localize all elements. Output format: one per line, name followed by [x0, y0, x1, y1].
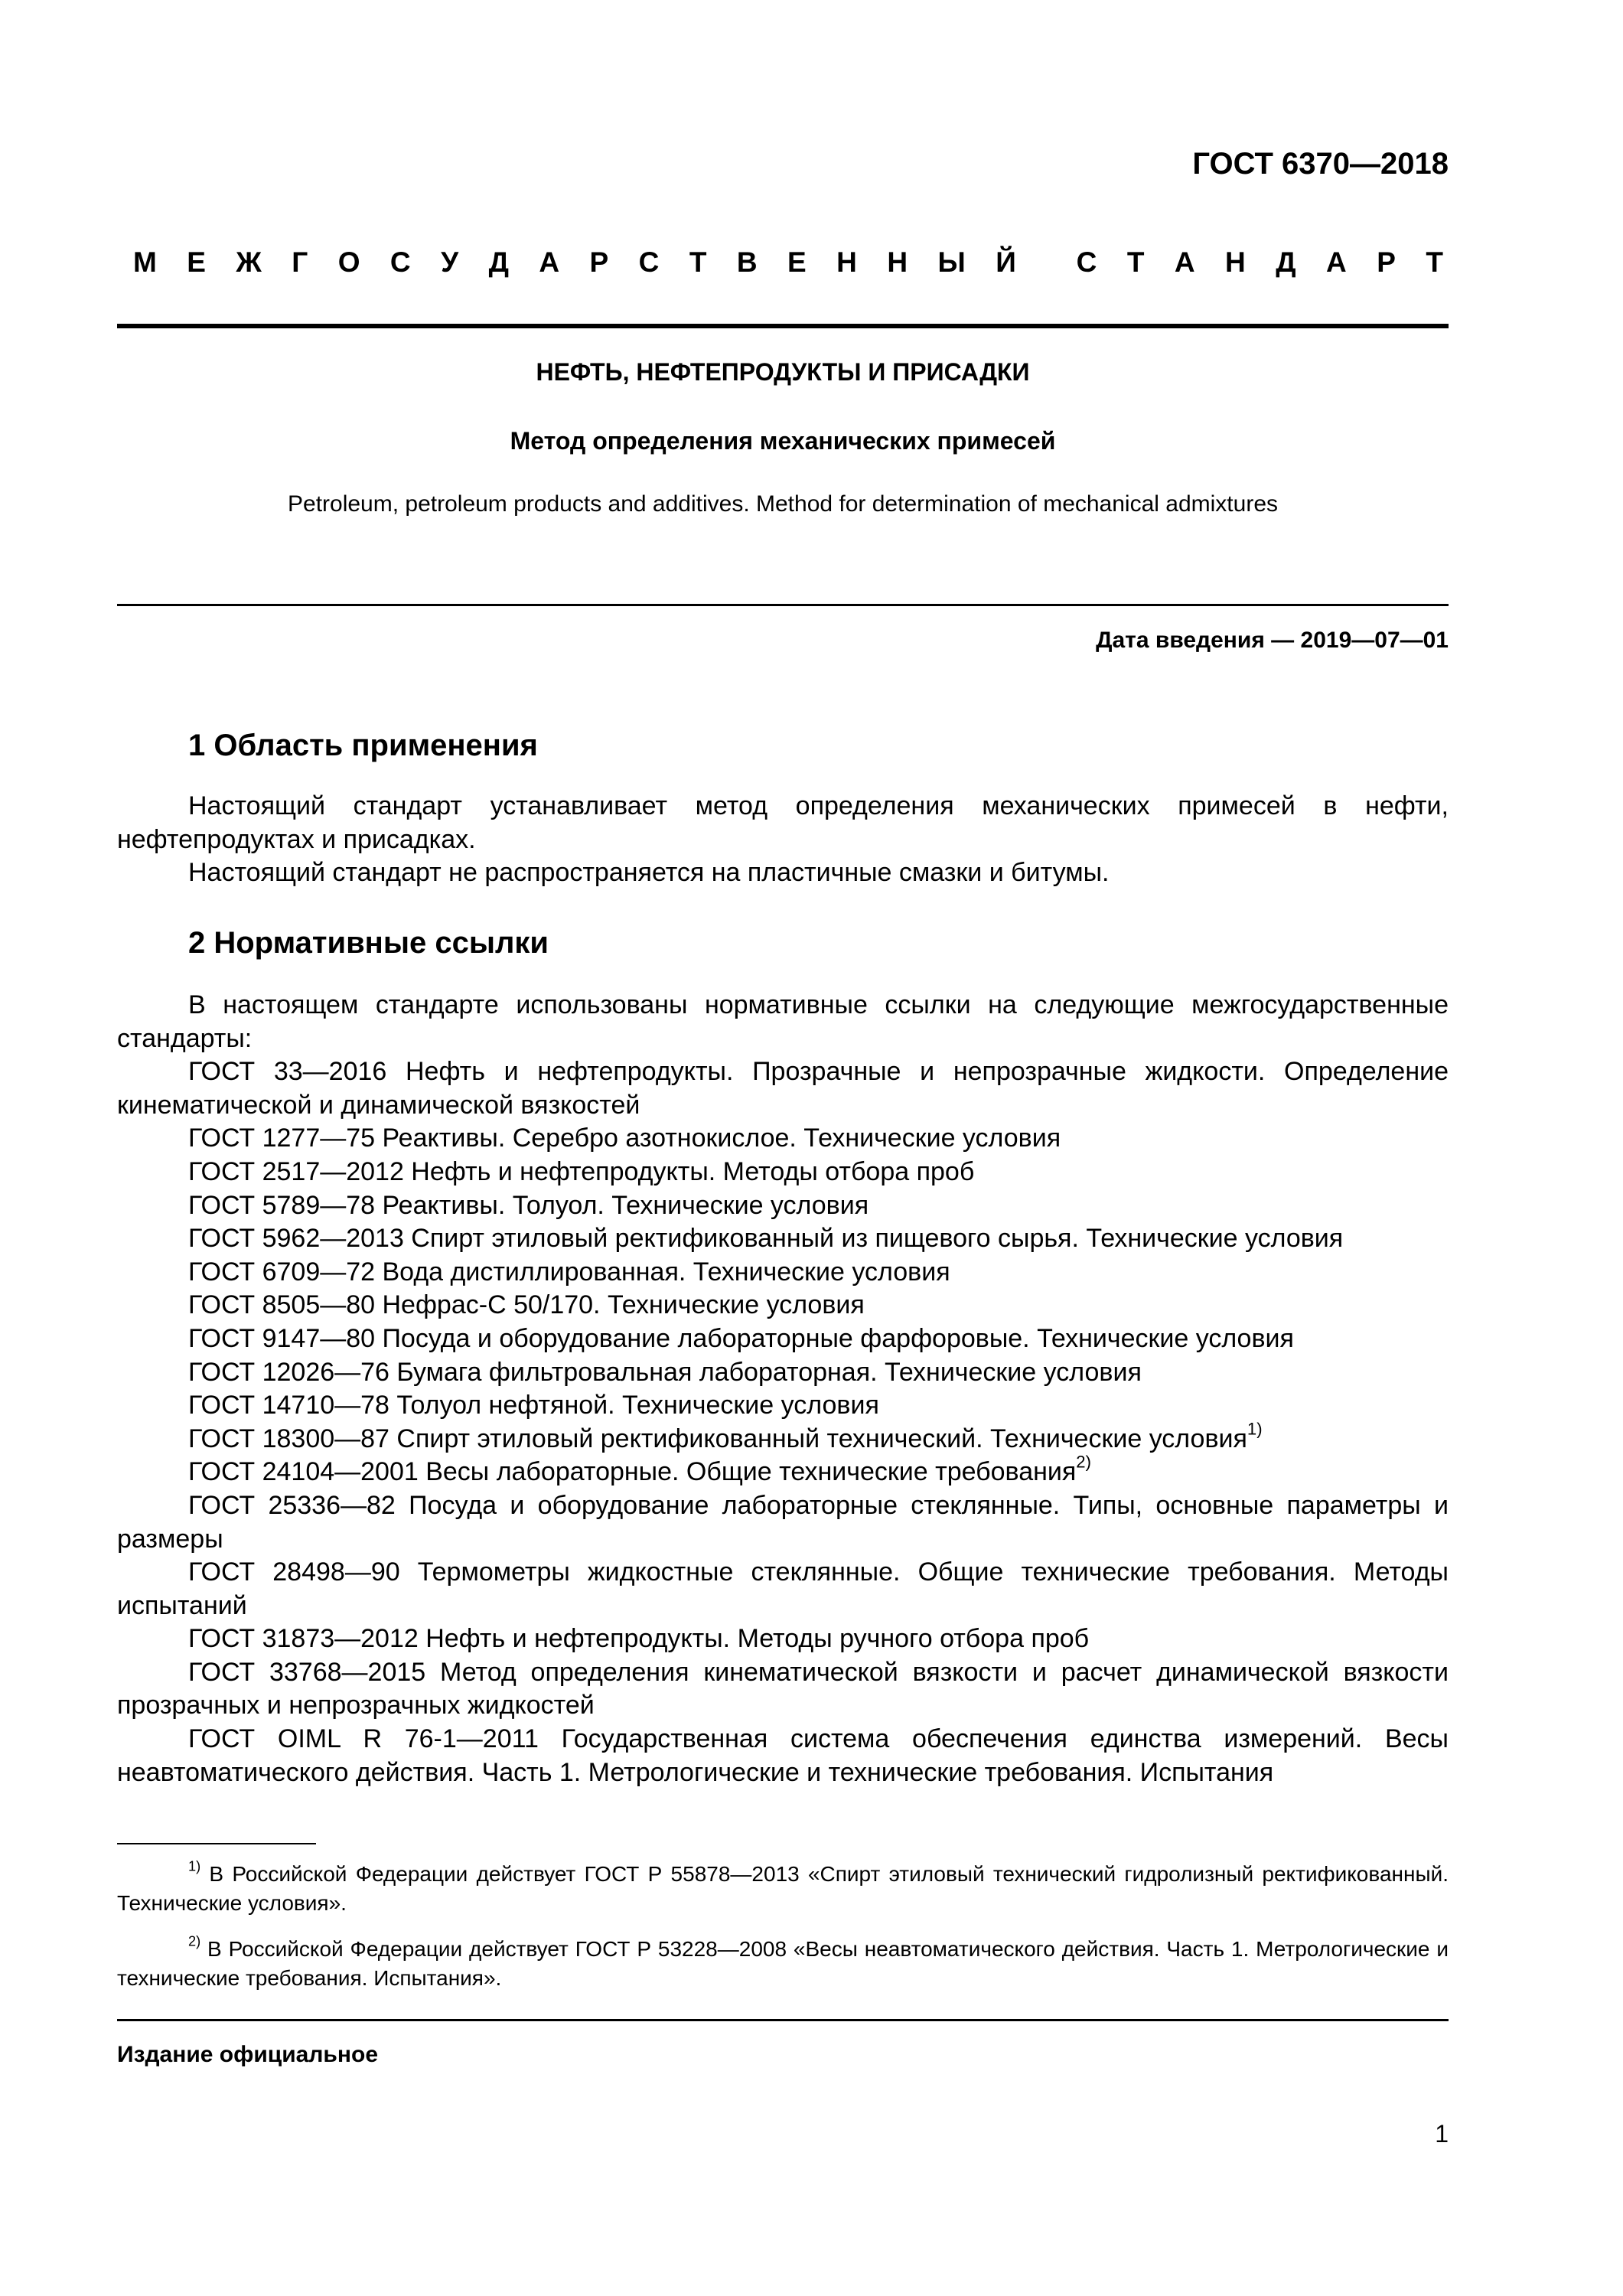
title-main: НЕФТЬ, НЕФТЕПРОДУКТЫ И ПРИСАДКИ: [536, 358, 1030, 386]
reference-item: ГОСТ 8505—80 Нефрас-С 50/170. Технические условия: [188, 1290, 865, 1320]
section-heading: 2 Нормативные ссылки: [188, 926, 549, 960]
banner-letter: Р: [589, 246, 609, 278]
banner-letter: Д: [1276, 246, 1296, 278]
title-rule: [117, 604, 1449, 606]
footnote: $^{1)}$ В Российской Федерации действует ГОСТ Р 55878—2013 «Спирт этиловый технический гидролизный ректификованный. Технические условия».: [117, 1858, 1449, 1915]
banner-letter: С: [389, 246, 411, 278]
banner-letter: А: [539, 246, 560, 278]
banner-letter: Г: [292, 246, 308, 278]
reference-item: ГОСТ 24104—2001 Весы лабораторные. Общие технические требования$^{2)}$: [188, 1452, 1091, 1487]
banner-letter: С: [1076, 246, 1097, 278]
footnote: $^{2)}$ В Российской Федерации действует ГОСТ Р 53228—2008 «Весы неавтоматического действия. Часть 1. Метрологические и технические требования. Испытания».: [117, 1933, 1449, 1990]
reference-item: ГОСТ 1277—75 Реактивы. Серебро азотнокислое. Технические условия: [188, 1124, 1061, 1153]
banner-letter: Н: [887, 246, 908, 278]
reference-item: ГОСТ 28498—90 Термометры жидкостные стеклянные. Общие технические требования. Методы испытаний: [117, 1557, 1449, 1620]
banner-letter: В: [736, 246, 758, 278]
banner-letter: Е: [187, 246, 206, 278]
banner-letter: А: [1326, 246, 1347, 278]
footnote-separator: [117, 1843, 316, 1844]
paragraph: Настоящий стандарт устанавливает метод определения механических примесей в нефти, нефтепродуктах и присадках.: [117, 791, 1449, 854]
reference-item: ГОСТ 14710—78 Толуол нефтяной. Технические условия: [188, 1391, 879, 1420]
reference-item: ГОСТ 25336—82 Посуда и оборудование лабораторные стеклянные. Типы, основные параметры и размеры: [117, 1490, 1449, 1554]
standard-type-banner: [133, 246, 1443, 279]
footnote-mark: 1): [188, 1858, 201, 1874]
bottom-rule: [117, 2019, 1449, 2021]
reference-item: ГОСТ 33768—2015 Метод определения кинематической вязкости и расчет динамической вязкости прозрачных и непрозрачных жидкостей: [117, 1657, 1449, 1720]
banner-letter: Д: [488, 246, 509, 278]
page-number: 1: [1435, 2120, 1449, 2148]
paragraph: Настоящий стандарт не распространяется на пластичные смазки и битумы.: [188, 858, 1110, 888]
edition-label: Издание официальное: [117, 2042, 379, 2067]
banner-letter: У: [441, 246, 459, 278]
footnote-mark: 2): [188, 1933, 201, 1949]
banner-letter: Т: [1426, 246, 1443, 278]
section-heading: 1 Область применения: [188, 729, 538, 762]
introduction-date: Дата введения — 2019—07—01: [1096, 628, 1449, 653]
banner-letter: Т: [689, 246, 707, 278]
reference-item: ГОСТ 6709—72 Вода дистиллированная. Технические условия: [188, 1257, 950, 1287]
reference-item: ГОСТ OIML R 76-1—2011 Государственная система обеспечения единства измерений. Весы неавтоматического действия. Часть 1. Метрологические и технические требования. Испытания: [117, 1724, 1449, 1787]
reference-item: ГОСТ 31873—2012 Нефть и нефтепродукты. Методы ручного отбора проб: [188, 1624, 1090, 1654]
banner-letter: Е: [787, 246, 807, 278]
title-english: Petroleum, petroleum products and additives. Method for determination of mechanical admixtures: [288, 491, 1278, 517]
reference-item: ГОСТ 12026—76 Бумага фильтровальная лабораторная. Технические условия: [188, 1357, 1142, 1387]
title-sub: Метод определения механических примесей: [510, 427, 1056, 455]
banner-letter: А: [1174, 246, 1195, 278]
reference-item: ГОСТ 9147—80 Посуда и оборудование лабораторные фарфоровые. Технические условия: [188, 1323, 1294, 1353]
banner-letter: Ж: [236, 246, 262, 278]
top-rule: [117, 324, 1449, 328]
footnote-ref[interactable]: 1): [1247, 1419, 1263, 1439]
reference-item: ГОСТ 2517—2012 Нефть и нефтепродукты. Методы отбора проб: [188, 1156, 975, 1186]
document-code: ГОСТ 6370—2018: [1192, 147, 1449, 181]
banner-letter: Н: [836, 246, 857, 278]
footnote-ref[interactable]: 2): [1076, 1452, 1091, 1472]
reference-item: ГОСТ 5789—78 Реактивы. Толуол. Технические условия: [188, 1190, 869, 1220]
references-list: [117, 989, 1449, 1789]
section-body: [117, 790, 1449, 890]
reference-item: ГОСТ 33—2016 Нефть и нефтепродукты. Прозрачные и непрозрачные жидкости. Определение кинематической и динамической вязкостей: [117, 1057, 1449, 1120]
banner-letter: Р: [1377, 246, 1396, 278]
banner-letter: Ы: [937, 246, 966, 278]
banner-letter: М: [133, 246, 157, 278]
banner-letter: Й: [996, 246, 1016, 278]
banner-letter: Н: [1225, 246, 1246, 278]
paragraph: В настоящем стандарте использованы нормативные ссылки на следующие межгосударственные стандарты:: [117, 990, 1449, 1053]
reference-item: ГОСТ 5962—2013 Спирт этиловый ректификованный из пищевого сырья. Технические условия: [188, 1224, 1344, 1254]
banner-letter: С: [638, 246, 660, 278]
reference-item: ГОСТ 18300—87 Спирт этиловый ректификованный технический. Технические условия$^{1)}$: [188, 1419, 1263, 1453]
banner-letter: Т: [1126, 246, 1145, 278]
banner-letter: О: [337, 246, 360, 278]
